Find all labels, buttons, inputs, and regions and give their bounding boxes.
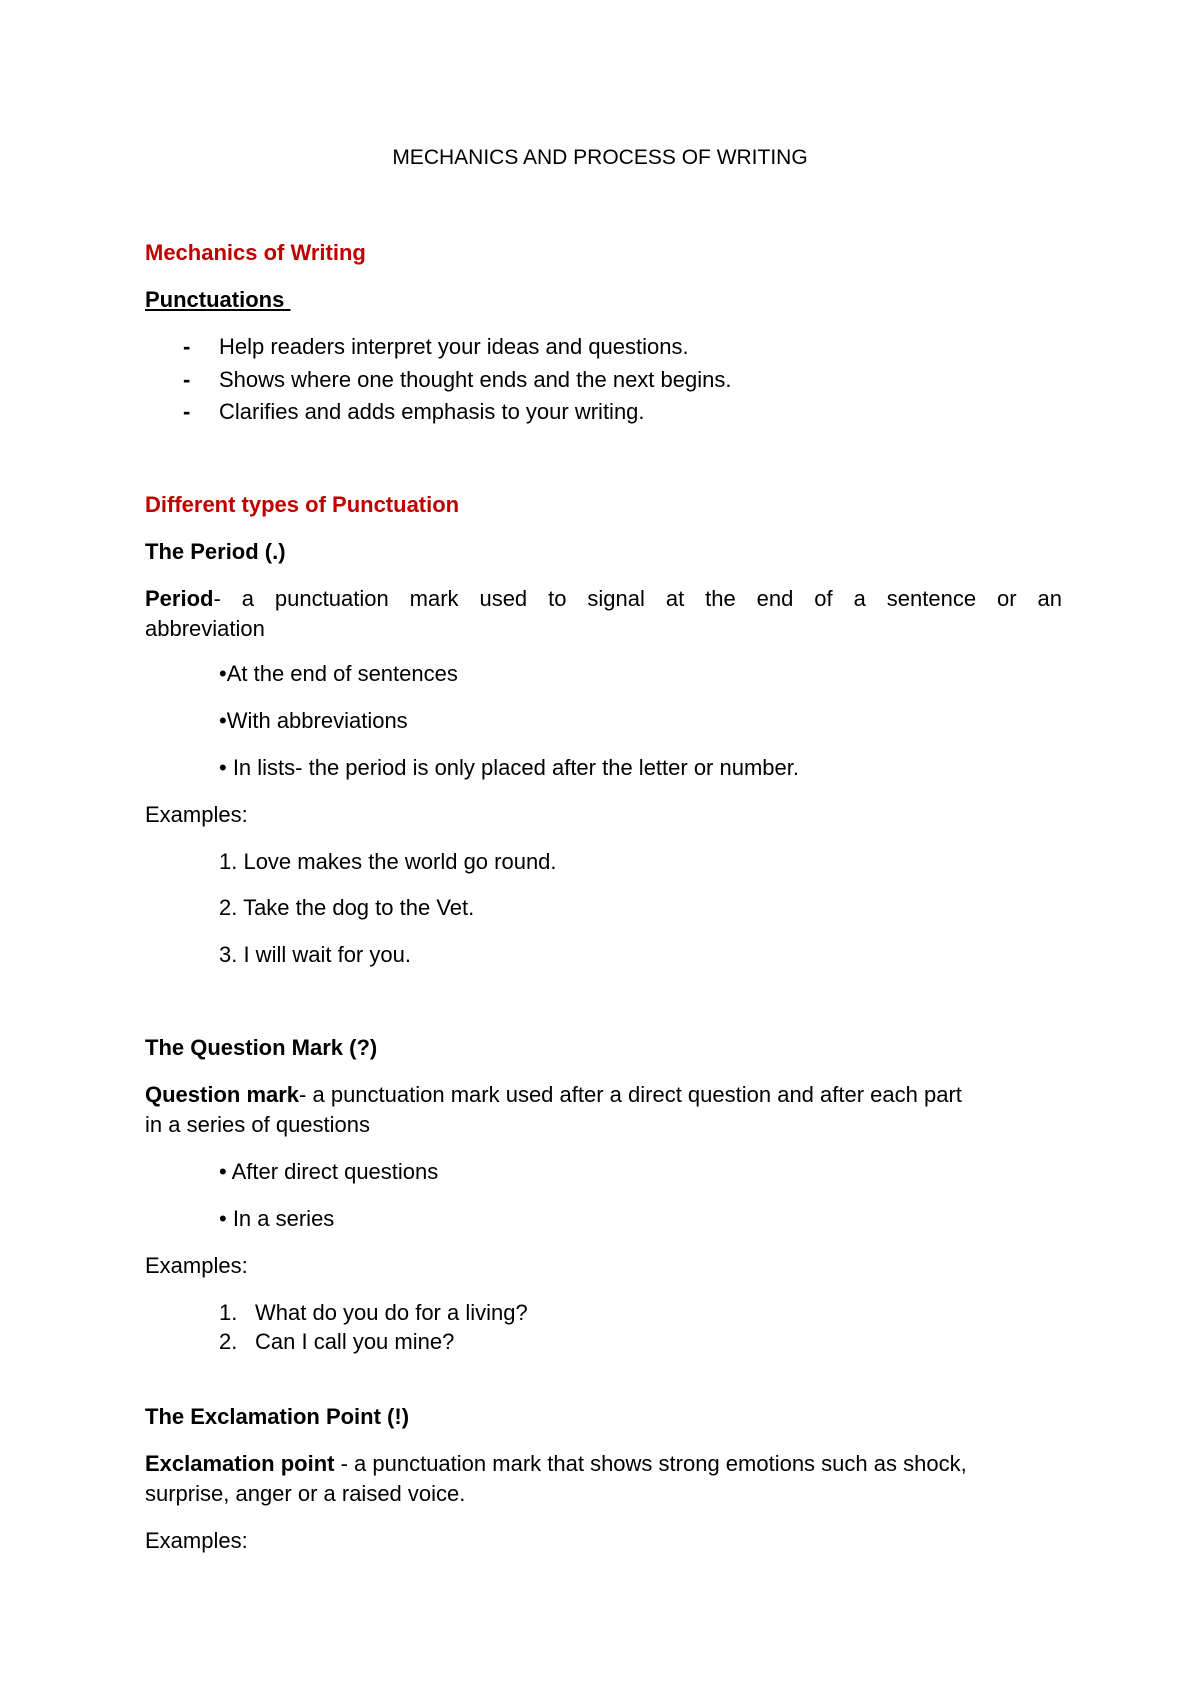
list-item-text: Shows where one thought ends and the next begins.	[219, 367, 732, 392]
example-number: 1.	[219, 1300, 238, 1325]
period-example-item: 3. I will wait for you.	[219, 942, 411, 967]
types-heading: Different types of Punctuation	[145, 492, 460, 517]
question-mark-example-item	[219, 1300, 528, 1325]
dash-marker: -	[183, 334, 191, 359]
punctuations-heading: Punctuations	[145, 287, 285, 312]
exclamation-heading: The Exclamation Point (!)	[145, 1404, 410, 1429]
dash-marker: -	[183, 367, 191, 392]
question-mark-use-item: • In a series	[219, 1206, 335, 1231]
document-title: MECHANICS AND PROCESS OF WRITING	[392, 146, 808, 169]
period-definition-line: Period- a punctuation mark used to signal at the end of a sentence or an	[145, 586, 1062, 611]
period-example-item: 1. Love makes the world go round.	[219, 849, 557, 874]
question-mark-definition-line: in a series of questions	[145, 1112, 371, 1137]
period-heading: The Period (.)	[145, 539, 286, 564]
question-mark-heading: The Question Mark (?)	[145, 1035, 378, 1060]
exclamation-definition-line: surprise, anger or a raised voice.	[145, 1481, 466, 1506]
question-mark-term: Question mark	[145, 1082, 300, 1107]
exclamation-definition-line: Exclamation point - a punctuation mark that shows strong emotions such as shock,	[145, 1451, 967, 1476]
example-text: Can I call you mine?	[255, 1329, 455, 1354]
list-item-text: Clarifies and adds emphasis to your writing.	[219, 399, 645, 424]
period-use-item: •At the end of sentences	[219, 661, 458, 686]
period-use-item: •With abbreviations	[219, 708, 408, 733]
period-definition-line: abbreviation	[145, 616, 265, 641]
dash-marker: -	[183, 399, 191, 424]
period-term: Period	[145, 586, 214, 611]
examples-label: Examples:	[145, 1528, 248, 1553]
question-mark-definition-line: Question mark- a punctuation mark used after a direct question and after each part	[145, 1082, 962, 1107]
example-number: 2.	[219, 1329, 238, 1354]
question-mark-use-item: • After direct questions	[219, 1159, 439, 1184]
examples-label: Examples:	[145, 1253, 248, 1278]
period-use-item: • In lists- the period is only placed after the letter or number.	[219, 755, 799, 780]
mechanics-heading: Mechanics of Writing	[145, 240, 366, 265]
question-mark-example-item	[219, 1329, 455, 1354]
exclamation-term: Exclamation point	[145, 1451, 335, 1476]
list-item-text: Help readers interpret your ideas and questions.	[219, 334, 689, 359]
example-text: What do you do for a living?	[255, 1300, 528, 1325]
examples-label: Examples:	[145, 802, 248, 827]
period-example-item: 2. Take the dog to the Vet.	[219, 895, 475, 920]
